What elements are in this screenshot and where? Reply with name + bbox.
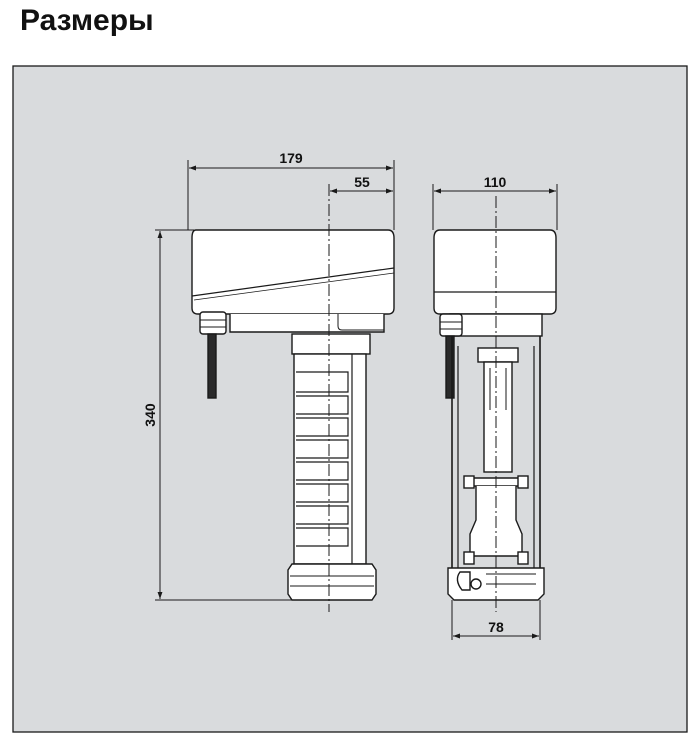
dim-label-340: 340 [142, 403, 158, 427]
dim-label-179: 179 [279, 150, 303, 166]
dim-label-110: 110 [483, 174, 507, 190]
dim-label-55: 55 [354, 174, 370, 190]
page-title: Размеры [20, 4, 154, 37]
dim-label-78: 78 [488, 619, 504, 635]
